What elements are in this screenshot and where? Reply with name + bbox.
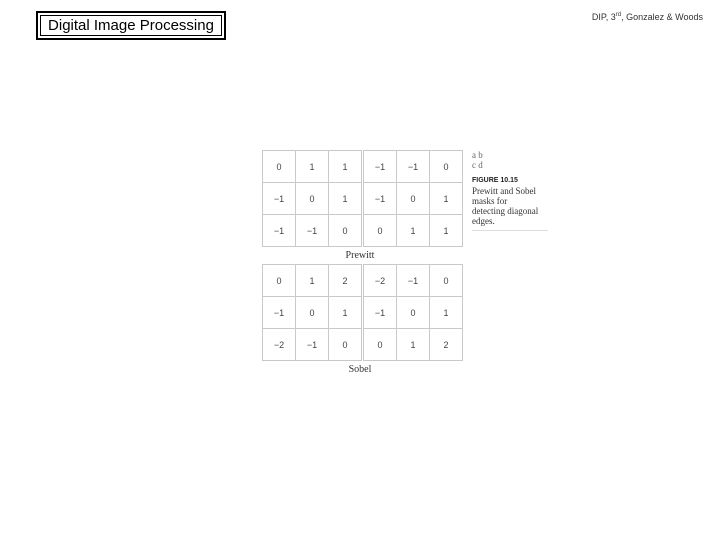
mask-row	[263, 265, 362, 297]
sobel-label: Sobel	[348, 364, 372, 375]
mask-cell: 2	[329, 265, 362, 297]
mask-cell: 1	[430, 297, 463, 329]
mask-cell: −1	[263, 183, 296, 215]
mask-cell: 1	[329, 297, 362, 329]
mask-row	[263, 151, 362, 183]
mask-cell: −1	[263, 297, 296, 329]
mask-cell: 0	[364, 215, 397, 247]
mask-cell: 0	[329, 329, 362, 361]
mask-row	[364, 329, 463, 361]
mask-cell: −1	[397, 151, 430, 183]
slide-title-box	[36, 11, 226, 40]
mask-row	[364, 215, 463, 247]
panel-labels-row: a b	[472, 150, 483, 160]
mask-cell: 1	[329, 151, 362, 183]
figure-caption	[472, 150, 548, 231]
mask-cell: 0	[397, 183, 430, 215]
mask-row	[263, 183, 362, 215]
caption-line: Prewitt and Sobel	[472, 186, 536, 196]
mask-cell: 1	[296, 151, 329, 183]
mask-cell: 0	[430, 265, 463, 297]
panel-labels	[472, 150, 548, 170]
mask-cell: −2	[263, 329, 296, 361]
mask-cell: −1	[263, 215, 296, 247]
caption-line: detecting diagonal	[472, 206, 539, 216]
mask-cell: 1	[430, 215, 463, 247]
panel-labels-row: c d	[472, 160, 483, 170]
mask-cell: 0	[263, 151, 296, 183]
prewitt-mask-b	[363, 150, 463, 247]
mask-row	[263, 329, 362, 361]
mask-cell: 1	[329, 183, 362, 215]
prewitt-mask-a	[262, 150, 362, 247]
mask-row	[364, 183, 463, 215]
caption-line: edges.	[472, 216, 495, 226]
credit-line	[592, 12, 703, 22]
sobel-mask-c	[262, 264, 362, 361]
slide-title: Digital Image Processing	[48, 17, 214, 34]
figure-number: FIGURE 10.15	[472, 177, 518, 184]
mask-cell: 2	[430, 329, 463, 361]
credit-suffix: , Gonzalez & Woods	[621, 12, 703, 22]
mask-row	[364, 151, 463, 183]
mask-cell: 1	[397, 215, 430, 247]
mask-cell: 0	[263, 265, 296, 297]
mask-cell: −1	[364, 183, 397, 215]
mask-cell: 0	[329, 215, 362, 247]
mask-cell: −1	[364, 297, 397, 329]
mask-row	[364, 297, 463, 329]
mask-cell: 1	[430, 183, 463, 215]
mask-cell: 1	[296, 265, 329, 297]
mask-cell: 0	[430, 151, 463, 183]
credit-sup: rd	[615, 12, 622, 18]
mask-cell: −1	[397, 265, 430, 297]
mask-cell: −1	[296, 215, 329, 247]
mask-cell: −1	[296, 329, 329, 361]
sobel-mask-d	[363, 264, 463, 361]
mask-cell: 0	[296, 183, 329, 215]
mask-cell: −1	[364, 151, 397, 183]
mask-cell: 0	[296, 297, 329, 329]
slide-title-inner-border	[40, 15, 222, 36]
caption-line: masks for	[472, 196, 508, 206]
mask-cell: 0	[364, 329, 397, 361]
caption-text	[472, 186, 548, 231]
prewitt-label: Prewitt	[345, 250, 375, 261]
mask-row	[263, 297, 362, 329]
credit-prefix: DIP, 3	[591, 12, 616, 22]
mask-row	[364, 265, 463, 297]
mask-cell: 0	[397, 297, 430, 329]
mask-cell: 1	[397, 329, 430, 361]
mask-row	[263, 215, 362, 247]
mask-cell: −2	[364, 265, 397, 297]
